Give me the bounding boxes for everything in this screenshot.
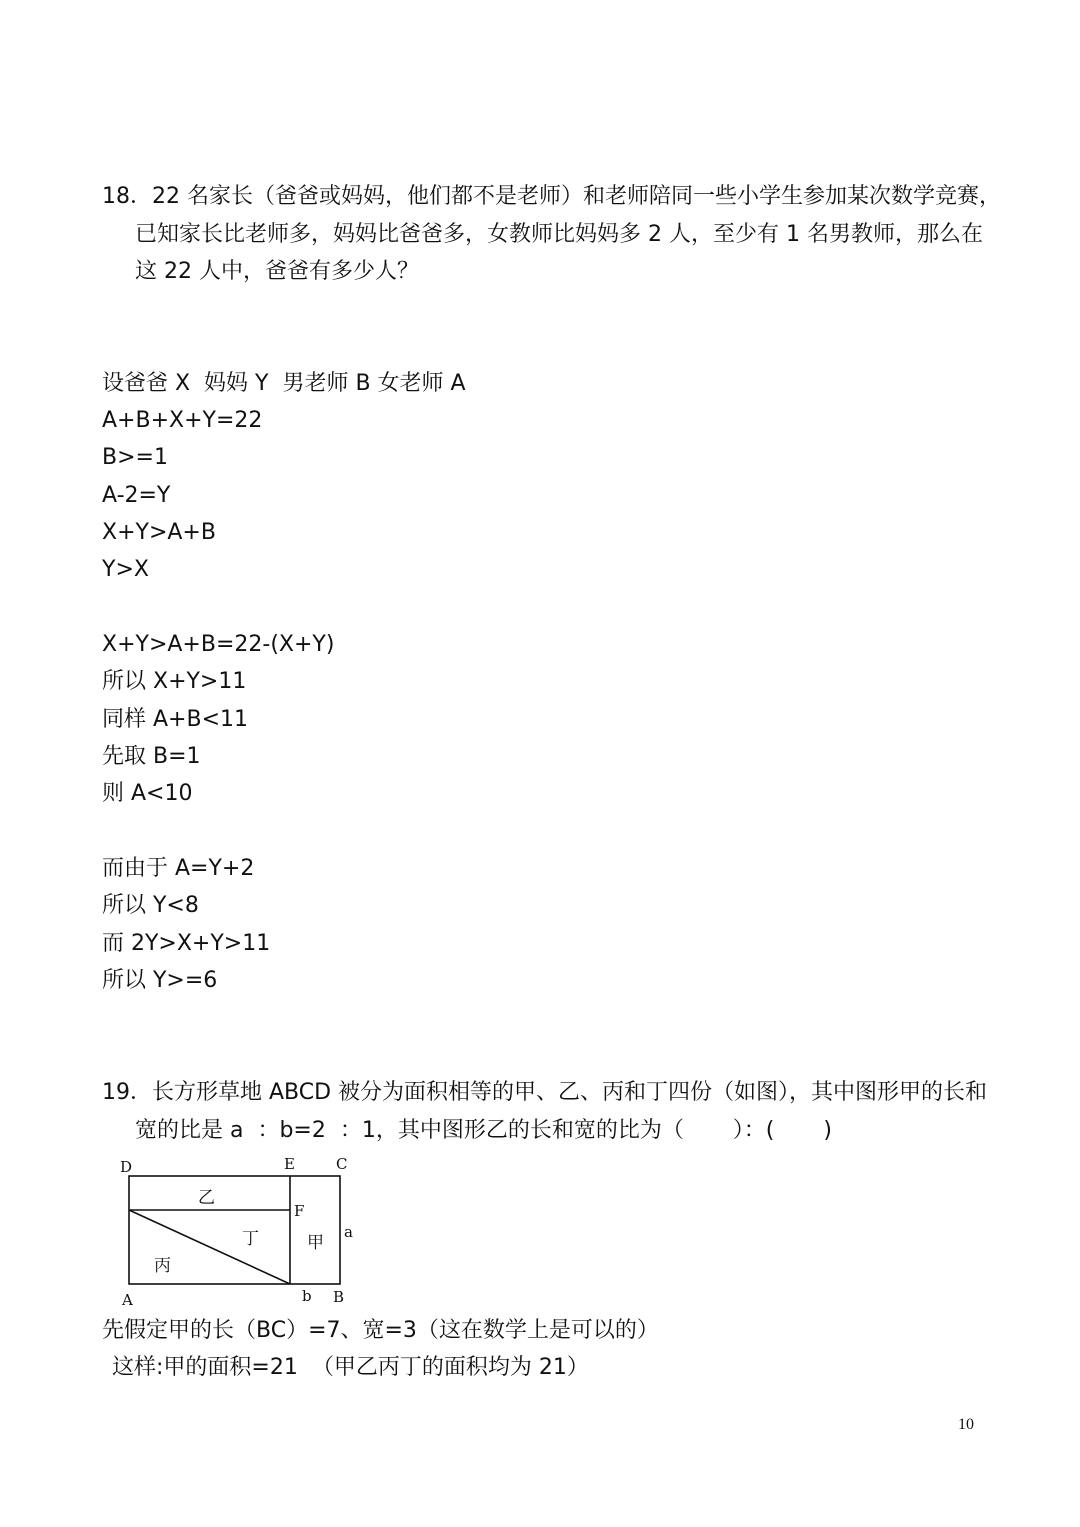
solution-line: X+Y>A+B=22-(X+Y) (102, 632, 335, 657)
solution-line: 而由于 A=Y+2 (102, 856, 255, 881)
page-number: 10 (958, 1416, 974, 1433)
problem-19-line: 宽的比是 a ：b=2 ：1，其中图形乙的长和宽的比为（ ）：( ) (135, 1118, 832, 1143)
solution-19-line: 这样:甲的面积=21 （甲乙丙丁的面积均为 21） (112, 1355, 589, 1380)
solution-line: B>=1 (102, 445, 168, 470)
label-f: F (294, 1202, 305, 1220)
solution-line: 所以 Y<8 (102, 893, 199, 918)
label-b-side: b (302, 1287, 312, 1305)
problem-18-line: 18．22 名家长（爸爸或妈妈，他们都不是老师）和老师陪同一些小学生参加某次数学竞赛， (102, 184, 1001, 209)
region-ding: 丁 (242, 1229, 259, 1249)
solution-line: A-2=Y (102, 483, 171, 508)
solution-line: 先取 B=1 (102, 744, 201, 769)
problem-18-line: 已知家长比老师多，妈妈比爸爸多，女教师比妈妈多 2 人，至少有 1 名男教师，那么在 (135, 222, 983, 247)
label-e: E (284, 1155, 295, 1173)
rectangle-abcd-figure (112, 1152, 372, 1312)
label-b: B (333, 1288, 345, 1306)
solution-line: 而 2Y>X+Y>11 (102, 931, 271, 956)
solution-line: 设爸爸 X 妈妈 Y 男老师 B 女老师 A (102, 371, 466, 396)
region-jia: 甲 (307, 1233, 324, 1253)
solution-19-line: 先假定甲的长（BC）=7、宽=3（这在数学上是可以的） (102, 1318, 659, 1343)
solution-line: 则 A<10 (102, 781, 193, 806)
problem-18-line: 这 22 人中，爸爸有多少人？ (135, 259, 419, 284)
region-yi: 乙 (198, 1188, 215, 1208)
label-d: D (120, 1158, 133, 1176)
solution-line: 所以 Y>=6 (102, 968, 218, 993)
label-c: C (336, 1155, 348, 1173)
region-bing: 丙 (154, 1256, 171, 1276)
solution-line: 同样 A+B<11 (102, 707, 248, 732)
problem-19-line: 19．长方形草地 ABCD 被分为面积相等的甲、乙、丙和丁四份（如图），其中图形甲的长和 (102, 1080, 988, 1105)
label-a: A (122, 1291, 133, 1309)
label-a-side: a (344, 1223, 353, 1241)
solution-line: 所以 X+Y>11 (102, 669, 247, 694)
solution-line: X+Y>A+B (102, 520, 216, 545)
solution-line: A+B+X+Y=22 (102, 408, 263, 433)
solution-line: Y>X (102, 557, 149, 582)
